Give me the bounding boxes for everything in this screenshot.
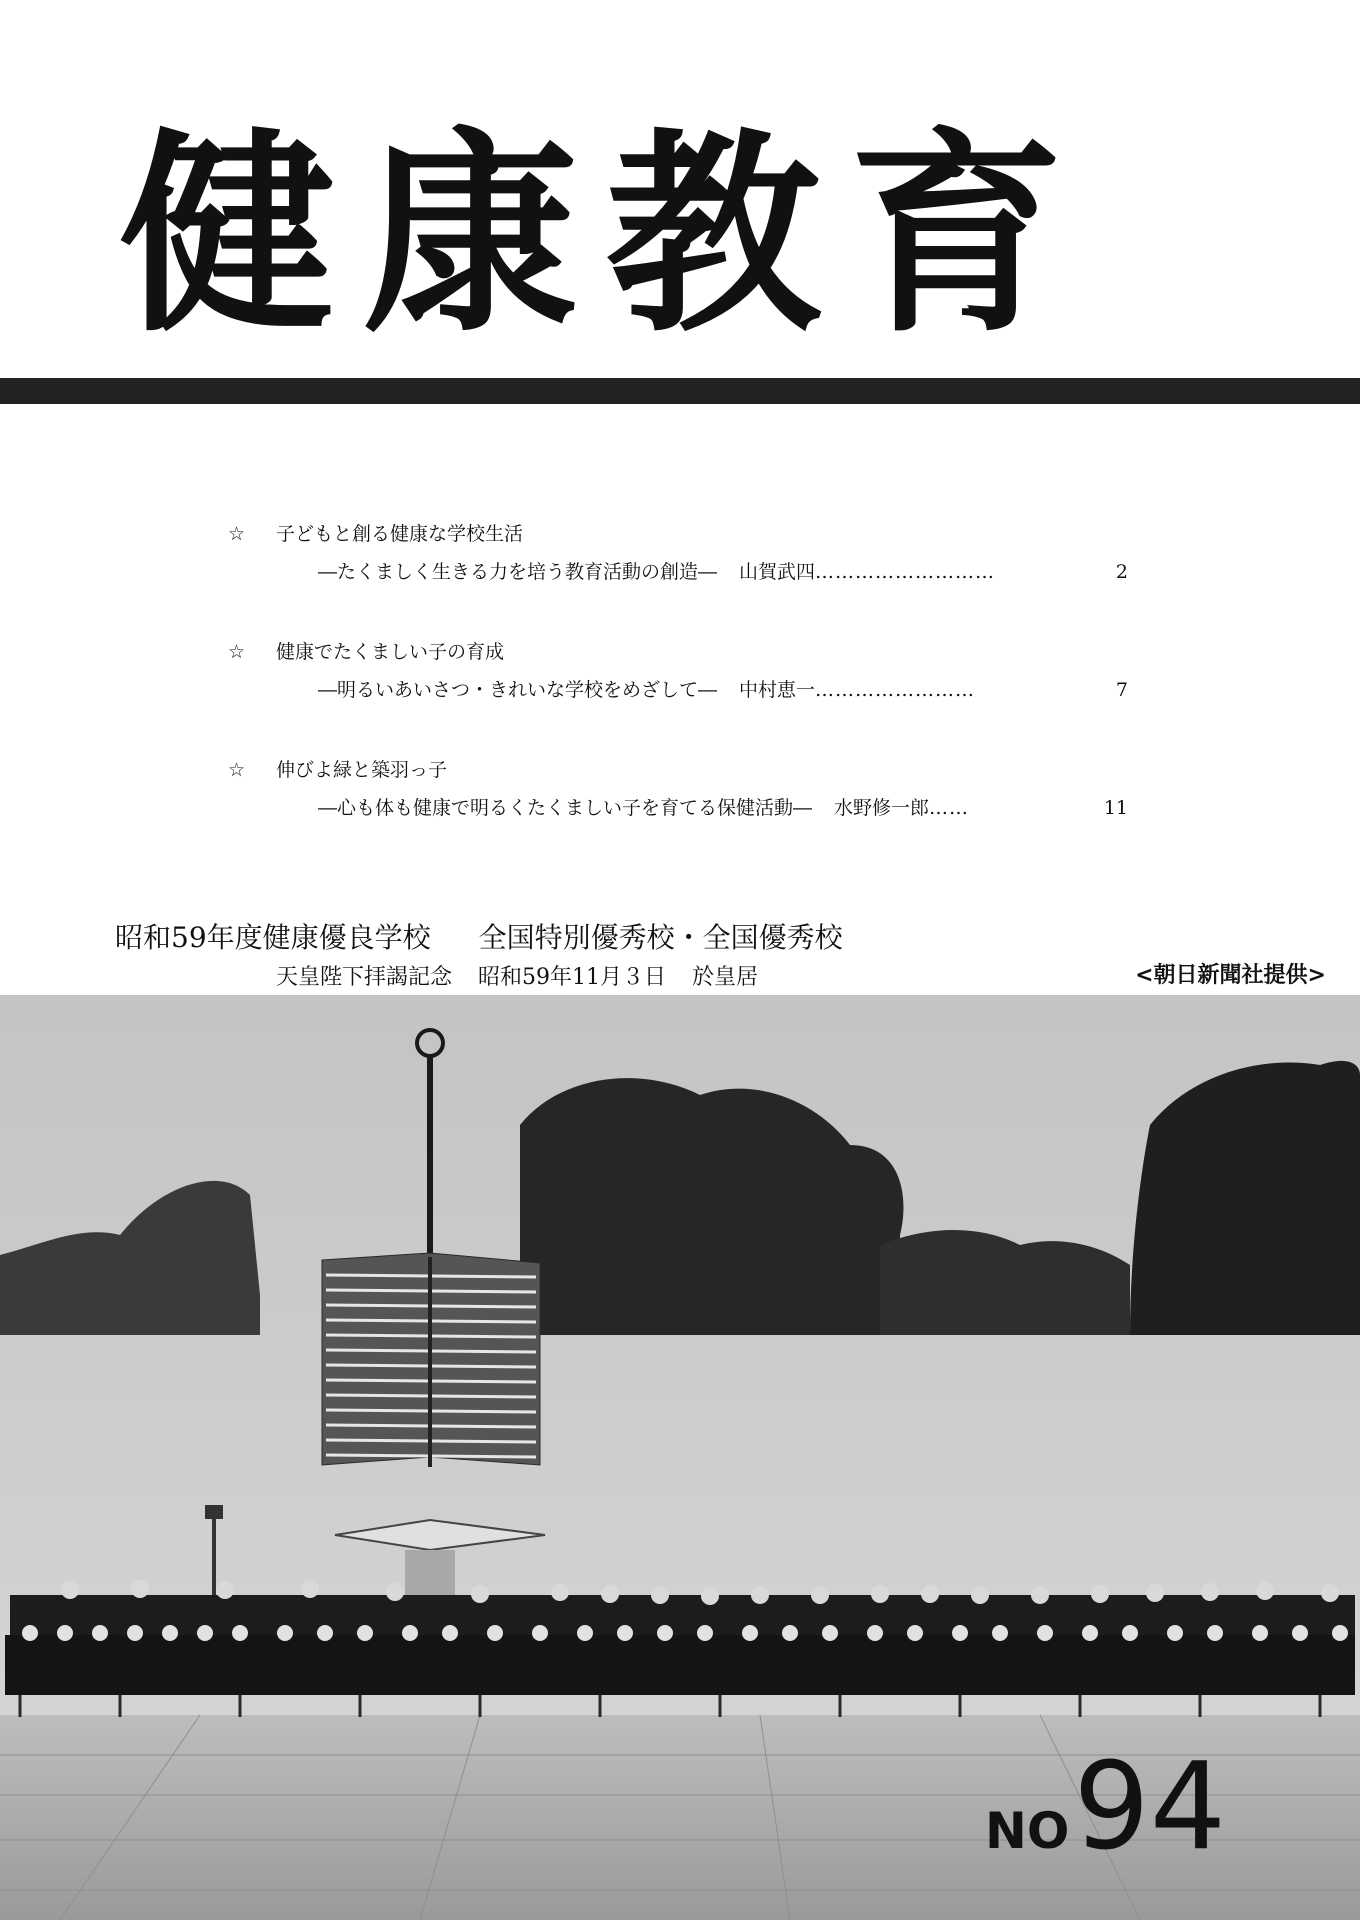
photo-caption-sub — [276, 960, 758, 991]
issue-number — [985, 1738, 1226, 1877]
table-of-contents — [228, 520, 1128, 874]
toc-subtitle: ―たくましく生きる力を培う教育活動の創造― — [318, 561, 718, 583]
toc-entry — [228, 638, 1128, 704]
toc-page: 2 — [1115, 561, 1128, 583]
issue-prefix: NO — [985, 1802, 1070, 1860]
title-rule — [0, 378, 1360, 404]
caption-event: 天皇陛下拝謁記念 — [276, 965, 453, 990]
photo-caption-main — [115, 916, 843, 956]
toc-author: 中村恵一 — [739, 679, 816, 701]
caption-category: 全国特別優秀校・全国優秀校 — [478, 921, 843, 954]
toc-author: 水野修一郎 — [834, 797, 930, 819]
toc-leader: …………………… — [815, 679, 976, 701]
caption-date: 昭和59年11月３日 — [478, 965, 667, 990]
magazine-title: 健康教育 — [120, 108, 1092, 361]
toc-title: 子どもと創る健康な学校生活 — [276, 523, 524, 545]
toc-entry — [228, 756, 1128, 822]
toc-entry — [228, 520, 1128, 586]
toc-leader: …… — [929, 797, 970, 819]
caption-award: 昭和59年度健康優良学校 — [115, 921, 431, 954]
toc-subtitle: ―明るいあいさつ・きれいな学校をめざして― — [318, 679, 718, 701]
star-icon: ☆ — [228, 641, 246, 663]
toc-title: 健康でたくましい子の育成 — [276, 641, 505, 663]
toc-leader: ……………………… — [815, 561, 996, 583]
star-icon: ☆ — [228, 759, 246, 781]
photo-credit: <朝日新聞社提供> — [1135, 963, 1326, 988]
caption-place: 於皇居 — [692, 965, 759, 990]
toc-page: 7 — [1115, 679, 1128, 701]
star-icon: ☆ — [228, 523, 246, 545]
toc-author: 山賀武四 — [739, 561, 816, 583]
toc-subtitle: ―心も体も健康で明るくたくましい子を育てる保健活動― — [318, 797, 813, 819]
toc-page: 11 — [1103, 797, 1128, 819]
issue-value: 94 — [1073, 1738, 1227, 1877]
toc-title: 伸びよ緑と築羽っ子 — [276, 759, 448, 781]
